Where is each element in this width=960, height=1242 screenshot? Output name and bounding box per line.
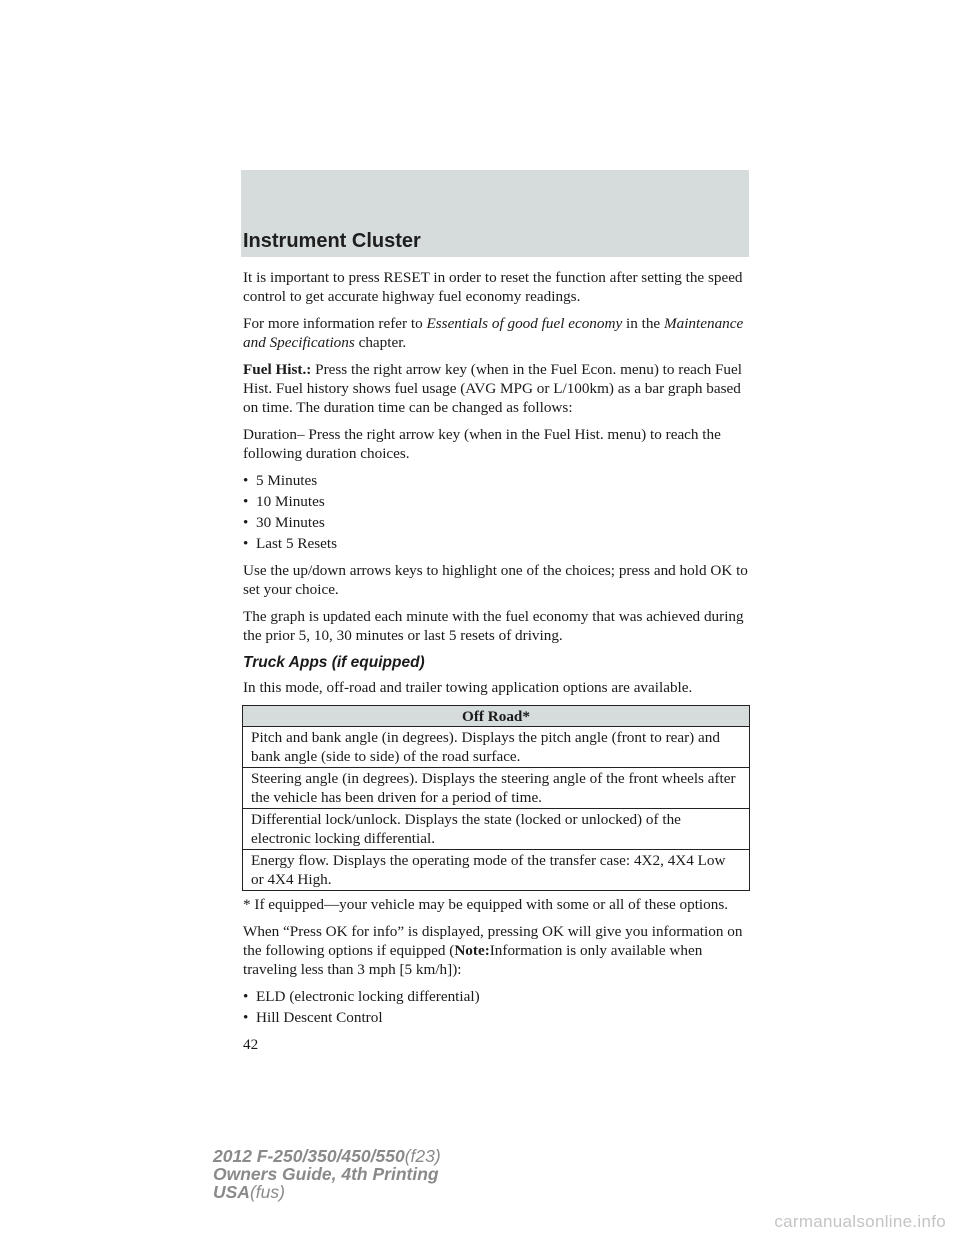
duration-paragraph: Duration– Press the right arrow key (when in the Fuel Hist. menu) to reach the following duration choices. [243,426,721,462]
table-cell: Differential lock/unlock. Displays the state (locked or unlocked) of the electronic locking differential. [243,809,750,850]
table-header: Off Road* [243,706,750,727]
option-list [243,987,753,1027]
press-ok-paragraph [243,922,753,979]
fuel-economy-reference: Essentials of good fuel economy [426,315,623,332]
document-footer [213,1147,441,1201]
footer-market-code: (fus) [249,1182,285,1202]
list-item: • Hill Descent Control [243,1008,753,1027]
list-item: • 10 Minutes [243,492,753,511]
more-info-mid: in the [625,315,661,332]
table-row [243,768,750,809]
updown-paragraph: Use the up/down arrows keys to highlight one of the choices; press and hold OK to set your choice. [243,562,748,598]
table-header-row [243,706,750,727]
more-info-paragraph [243,314,753,352]
watermark-text: carmanualsonline.info [774,1212,946,1231]
press-ok-post: Information is only available when traveling less than 3 mph [5 km/h]): [243,942,703,978]
table-row [243,727,750,768]
more-info-post: chapter. [358,334,407,351]
footer-line-3 [213,1183,441,1201]
page-number: 42 [243,1036,259,1053]
press-ok-pre: When “Press OK for info” is displayed, pressing OK will give you information on the following options if equipped ( [243,923,743,959]
truck-apps-heading: Truck Apps (if equipped) [243,654,425,671]
footer-model-code: (f23) [404,1146,441,1166]
fuel-hist-text: Press the right arrow key (when in the Fuel Econ. menu) to reach Fuel Hist. Fuel history shows fuel usage (AVG MPG or L/100km) as a bar graph based on time. The duration time can be changed as follows: [243,361,742,416]
table-cell: Energy flow. Displays the operating mode of the transfer case: 4X2, 4X4 Low or 4X4 High. [243,850,750,891]
page-content [243,268,753,1054]
footer-line-1 [213,1147,441,1165]
table-row [243,850,750,891]
more-info-pre: For more information refer to [243,315,423,332]
duration-choice-list [243,471,753,553]
section-title: Instrument Cluster [243,230,421,252]
footer-line-2: Owners Guide, 4th Printing [213,1164,439,1184]
maintenance-reference: Maintenance and Specifications [243,315,744,351]
note-label: Note: [454,942,490,959]
fuel-hist-label: Fuel Hist.: [243,361,312,378]
table-cell: Steering angle (in degrees). Displays the steering angle of the front wheels after the vehicle has been driven for a period of time. [243,768,750,809]
graph-paragraph: The graph is updated each minute with the fuel economy that was achieved during the prior 5, 10, 30 minutes or last 5 resets of driving. [243,608,744,644]
table-row [243,809,750,850]
fuel-hist-paragraph [243,360,753,417]
list-item: • 30 Minutes [243,513,753,532]
list-item: • ELD (electronic locking differential) [243,987,753,1006]
off-road-table [242,705,750,891]
footer-market: USA [213,1182,250,1202]
reset-paragraph: It is important to press RESET in order to reset the function after setting the speed control to get accurate highway fuel economy readings. [243,269,743,305]
list-item: • 5 Minutes [243,471,753,490]
list-item: • Last 5 Resets [243,534,753,553]
table-cell: Pitch and bank angle (in degrees). Displays the pitch angle (front to rear) and bank angle (side to side) of the road surface. [243,727,750,768]
footer-model: 2012 F-250/350/450/550 [213,1146,405,1166]
truck-apps-intro: In this mode, off-road and trailer towing application options are available. [243,679,693,696]
if-equipped-note: * If equipped—your vehicle may be equipped with some or all of these options. [243,896,729,913]
